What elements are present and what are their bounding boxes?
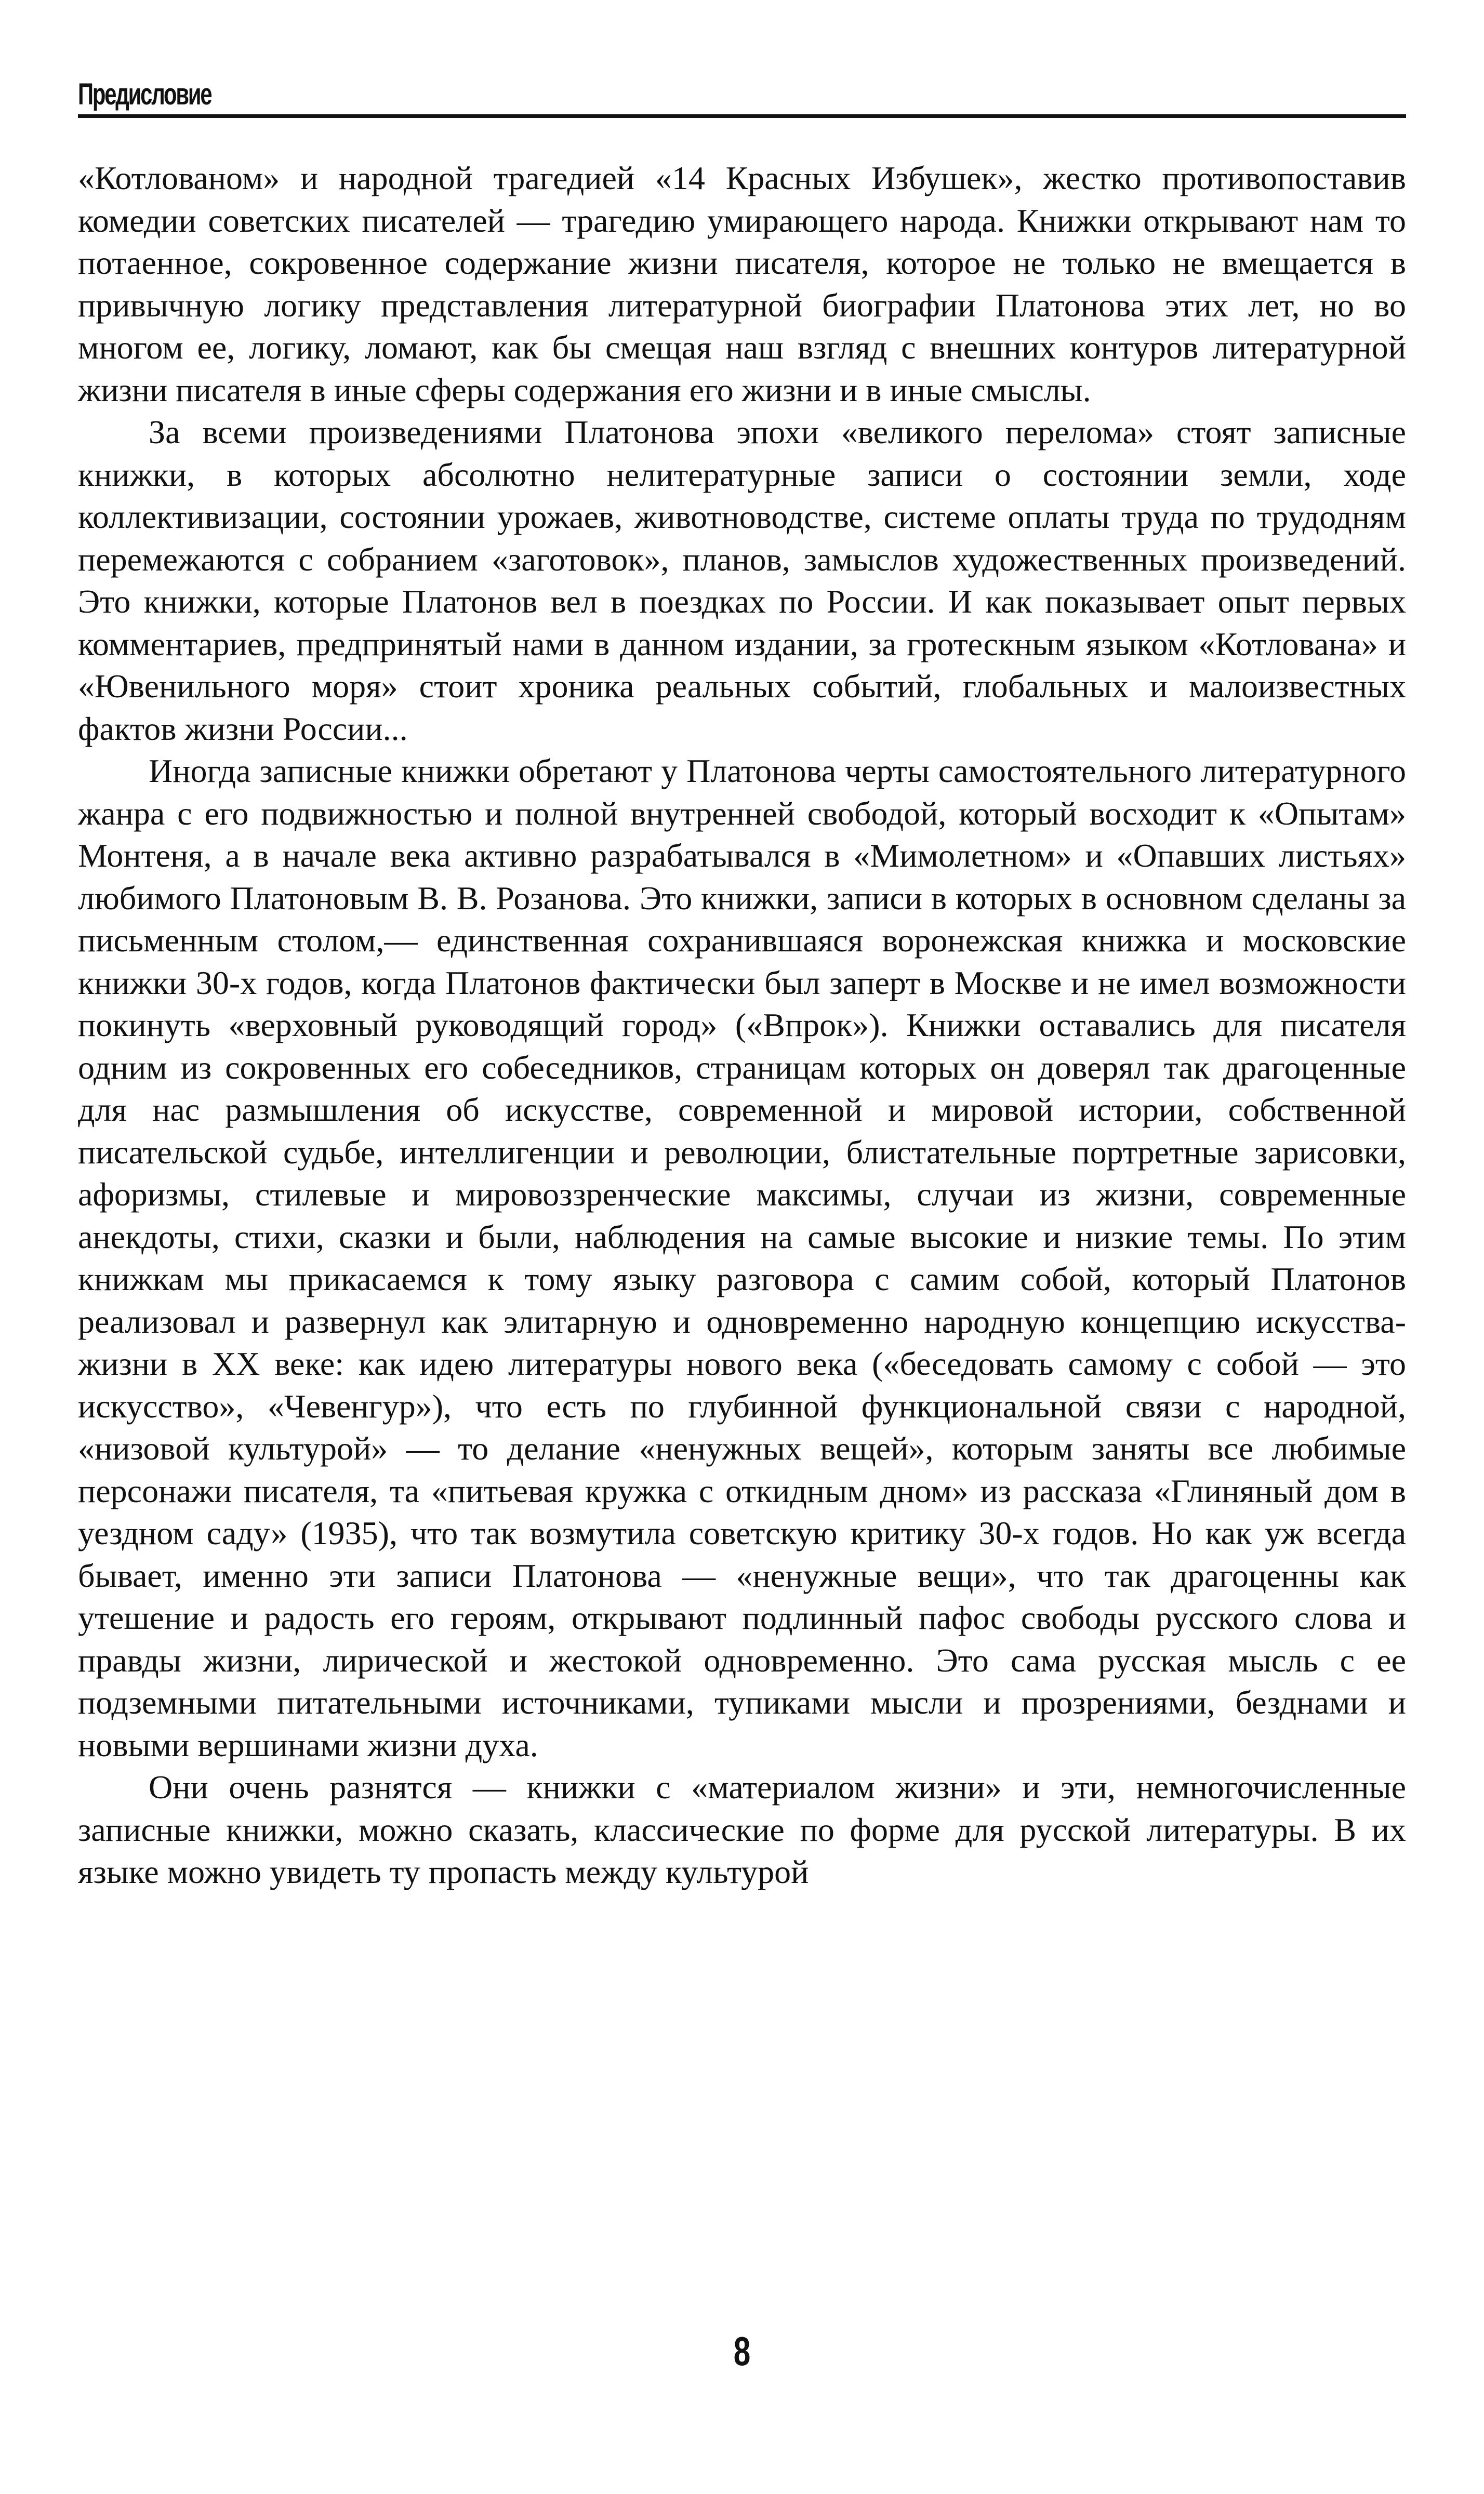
header-rule (78, 114, 1406, 118)
document-page (78, 78, 1406, 2447)
page-number: 8 (733, 2328, 751, 2374)
paragraph-4: Они очень разнятся — книжки с «материалом жизни» и эти, немногочисленные записные книжки, можно сказать, классические по форме для русской литературы. В их языке можно увидеть ту пропасть между культурой (78, 1769, 1406, 1890)
running-head-title: Предисловие (78, 77, 211, 111)
paragraph-1: «Котлованом» и народной трагедией «14 Красных Избушек», жестко противопоставив комедии советских писателей — трагедию умирающего народа. Книжки открывают нам то потаенное, сокровенное содержание жизни писателя, которое не только не вмещается в привычную логику представления литературной биографии Платонова этих лет, но во многом ее, логику, ломают, как бы смещая наш взгляд с внешних контуров литературной жизни писателя в иные сферы содержания его жизни и в иные смыслы. (78, 160, 1406, 408)
paragraph-2: За всеми произведениями Платонова эпохи «великого перелома» стоят записные книжки, в которых абсолютно нелитературные записи о состоянии земли, ходе коллективизации, состоянии урожаев, животноводстве, системе оплаты труда по трудодням перемежаются с собранием «заготовок», планов, замыслов художественных произведений. Это книжки, которые Платонов вел в поездках по России. И как показывает опыт первых комментариев, предпринятый нами в данном издании, за гротескным языком «Котлована» и «Ювенильного моря» стоит хроника реальных событий, глобальных и малоизвестных фактов жизни России... (78, 414, 1406, 747)
paragraph-3: Иногда записные книжки обретают у Платонова черты самостоятельного литературного жанра с его подвижностью и полной внутренней свободой, который восходит к «Опытам» Монтеня, а в начале века активно разрабатывался в «Мимолетном» и «Опавших листьях» любимого Платоновым В. В. Розанова. Это книжки, записи в которых в основном сделаны за письменным столом,— единственная сохранившаяся воронежская книжка и московские книжки 30-х годов, когда Платонов фактически был заперт в Москве и не имел возможности покинуть «верховный руководящий город» («Впрок»). Книжки оставались для писателя одним из сокровенных его собеседников, страницам которых он доверял так драгоценные для нас размышления об искусстве, современной и мировой истории, собственной писательской судьбе, интеллигенции и революции, блистательные портретные зарисовки, афоризмы, стилевые и мировоззренческие максимы, случаи из жизни, современные анекдоты, стихи, сказки и были, наблюдения на самые высокие и низкие темы. По этим книжкам мы прикасаемся к тому языку разговора с самим собой, который Платонов реализовал и развернул как элитарную и одновременно народную концепцию искусства-жизни в XX веке: как идею литературы нового века («беседовать самому с собой — это искусство», «Чевенгур»), что есть по глубинной функциональной связи с народной, «низовой культурой» — то делание «ненужных вещей», которым заняты все любимые персонажи писателя, та «питьевая кружка с откидным дном» из рассказа «Глиняный дом в уездном саду» (1935), что так возмутила советскую критику 30-х годов. Но как уж всегда бывает, именно эти записи Платонова — «ненужные вещи», что так драгоценны как утешение и радость его героям, открывают подлинный пафос свободы русского слова и правды жизни, лирической и жестокой одновременно. Это сама русская мысль с ее подземными питательными источниками, тупиками мысли и прозрениями, безднами и новыми вершинами жизни духа. (78, 752, 1406, 1763)
body-text (78, 157, 1406, 1893)
